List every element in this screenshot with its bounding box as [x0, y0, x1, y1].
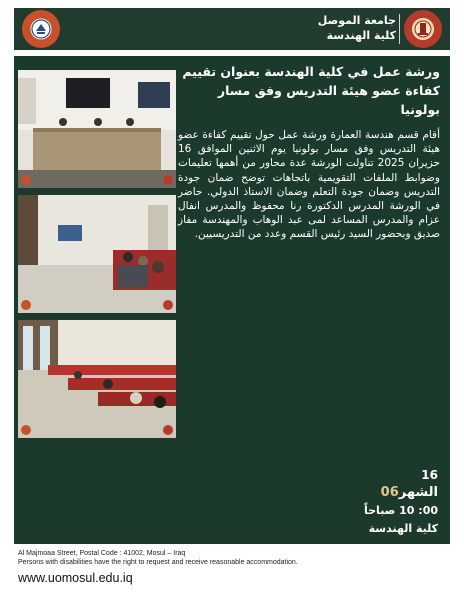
engineering-college-logo-icon — [22, 10, 60, 48]
event-day: 16 — [421, 468, 438, 482]
event-month — [288, 484, 438, 502]
page-footer — [18, 549, 448, 586]
event-time: 00: 10 صباحاً — [364, 504, 438, 517]
month-label: الشهر — [398, 485, 438, 500]
header-bar — [14, 8, 450, 50]
university-seal-icon — [404, 10, 442, 48]
workshop-photo-3 — [18, 320, 176, 438]
footer-address: Al Majmoaa Street, Postal Code : 41002, Mosul – Iraq — [18, 550, 186, 557]
workshop-photo-2 — [18, 195, 176, 313]
footer-accessibility-note: Persons with disabilities have the right to request and receive reasonable accommodation. — [18, 559, 298, 566]
website-link[interactable]: www.uomosul.edu.iq — [18, 571, 133, 585]
article-body: أقام قسم هندسة العمارة ورشة عمل حول تقييم كفاءة عضو هيئة التدريس وفق مسار بولونيا يوم الاثنين الموافق 16 حزيران 2025 تناولت الورشة عدة محاور من أهمها تعليمات وضوابط الملفات التقويمية باتجاهات توضح ضمان جودة التدريس وضمان جودة التعلم وضمان الاستاذ الدولي. حاضر في الورشة المدرس الدكتورة رنا محفوظ والمدرس انفال عزام والمدرس المساعد لمى عبد الوهاب والمهندسة مفاز صديق وبحضور السيد رئيس القسم وعدد من التدريسيين. — [178, 129, 441, 241]
content-panel — [14, 56, 450, 544]
university-name: جامعة الموصل — [317, 14, 396, 27]
header-divider — [399, 14, 400, 44]
header-title — [318, 13, 396, 43]
college-name: كلية الهندسة — [326, 29, 396, 42]
event-info — [288, 466, 438, 538]
event-location: كلية الهندسة — [368, 522, 438, 535]
month-value: 06 — [380, 485, 399, 500]
workshop-photo-1 — [18, 70, 176, 188]
article-title: ورشة عمل في كلية الهندسة بعنوان تقييم كفاءة عضو هيئة التدريس وفق مسار بولونيا — [182, 64, 440, 117]
